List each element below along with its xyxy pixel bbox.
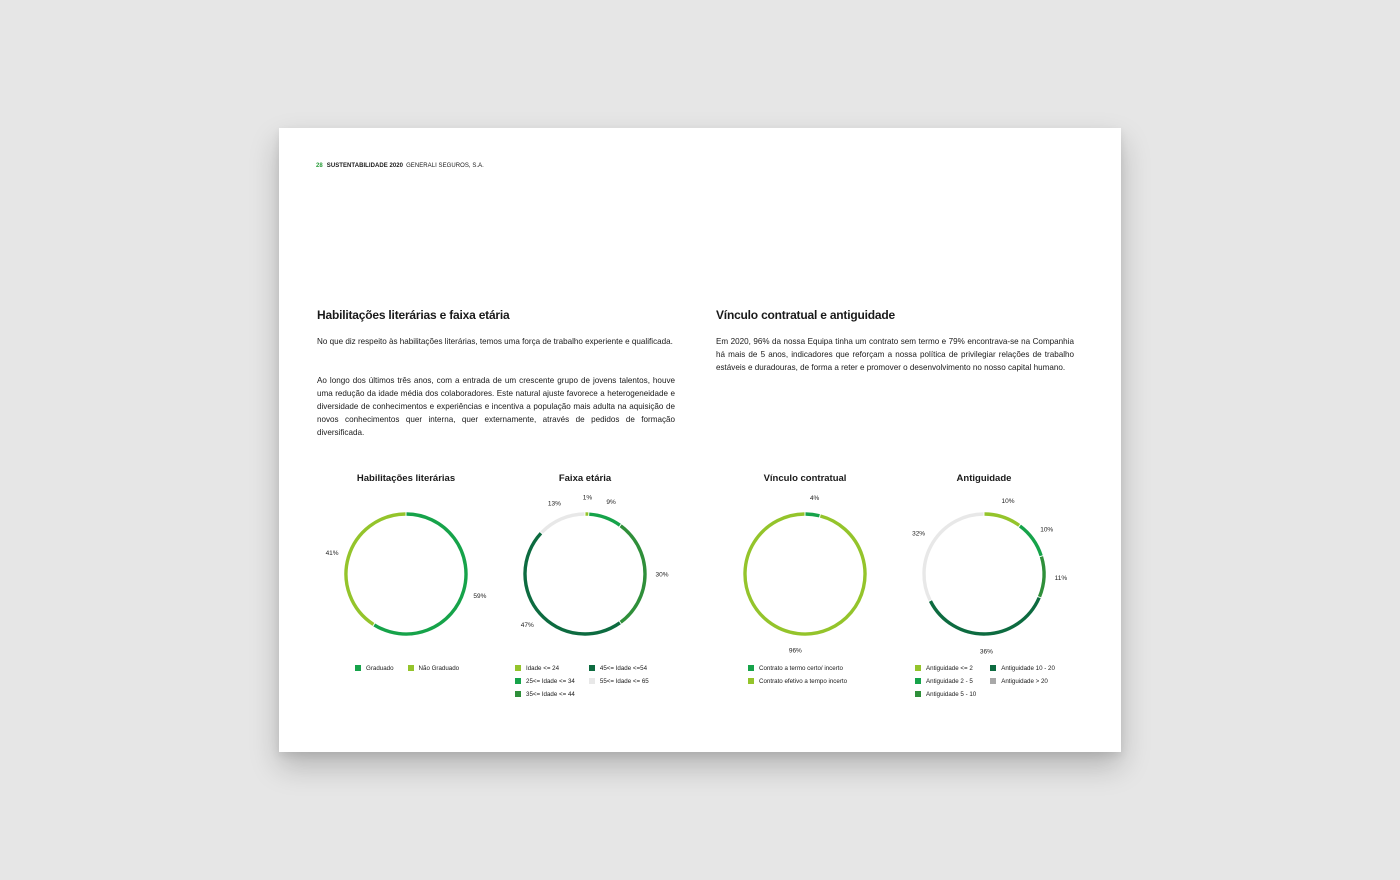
publication-title: SUSTENTABILIDADE 2020 xyxy=(326,163,404,169)
legend-item-antiguidade-2-5 xyxy=(915,677,976,685)
slice-label-antiguidade-2: 10% xyxy=(1001,498,1015,506)
slice-label-nao-graduado: 41% xyxy=(325,549,339,557)
legend-label: Contrato a termo certo/ incerto xyxy=(759,664,843,672)
slice-label-idade-24: 1% xyxy=(582,494,593,502)
donut-slice-antiguidade-2 xyxy=(984,514,1019,525)
legend-swatch xyxy=(355,665,361,671)
legend-item-45-idade-54 xyxy=(589,664,649,672)
legend-label: Antiguidade 10 - 20 xyxy=(1001,664,1055,672)
legend-item-55-idade-65 xyxy=(589,677,649,685)
legend-label: Não Graduado xyxy=(418,664,460,672)
legend-swatch xyxy=(915,665,921,671)
age-donut-chart xyxy=(520,494,669,634)
slice-label-antiguidade-20: 32% xyxy=(912,530,926,538)
legend-item-contrato-efetivo-a-tempo-incerto xyxy=(748,677,847,685)
legend-label: Antiguidade <= 2 xyxy=(926,664,973,672)
contract-legend xyxy=(748,664,847,685)
legend-item-nao-graduado xyxy=(408,664,460,672)
legend-item-antiguidade-5-10 xyxy=(915,690,976,698)
donut-slice-contrato-a-termo-certo-incerto xyxy=(805,514,819,516)
legend-swatch xyxy=(990,678,996,684)
slice-label-antiguidade-10-20: 36% xyxy=(979,648,993,656)
legend-swatch xyxy=(748,665,754,671)
section-left-paragraph-2: Ao longo dos últimos três anos, com a entrada de um crescente grupo de jovens talentos, houve uma redução da idade média dos colaboradores. Este natural ajuste favorece a heterogeneidade e diversidade de conhecimentos e experiências e incentiva a população mais adulta na aquisição de novos conhecimentos quer interna, quer externamente, através de pedidos de formação diversificada. xyxy=(317,376,675,437)
section-title-education-age: Habilitações literárias e faixa etária xyxy=(317,308,510,322)
donut-slice-antiguidade-20 xyxy=(924,514,984,600)
seniority-legend xyxy=(915,664,1055,698)
legend-item-antiguidade-10-20 xyxy=(990,664,1055,672)
donut-slice-25-idade-34 xyxy=(589,514,620,525)
donut-slice-graduado xyxy=(374,514,466,634)
slice-label-55-idade-65: 13% xyxy=(547,500,561,508)
report-page xyxy=(279,128,1121,752)
chart-title-education: Habilitações literárias xyxy=(356,473,456,484)
donut-slice-nao-graduado xyxy=(346,514,406,624)
slice-label-contrato-a-termo-certo-incerto: 4% xyxy=(809,494,820,502)
legend-item-idade-24 xyxy=(515,664,575,672)
legend-swatch xyxy=(408,665,414,671)
slice-label-antiguidade-5-10: 11% xyxy=(1054,574,1068,582)
legend-label: 25<= Idade <= 34 xyxy=(526,677,575,685)
legend-swatch xyxy=(515,678,521,684)
legend-label: Contrato efetivo a tempo incerto xyxy=(759,677,848,685)
legend-swatch xyxy=(589,678,595,684)
donut-slice-55-idade-65 xyxy=(542,514,585,533)
donut-slice-contrato-efetivo-a-tempo-incerto xyxy=(745,514,865,634)
legend-label: Antiguidade 2 - 5 xyxy=(926,677,973,685)
running-header xyxy=(316,163,484,169)
legend-item-antiguidade-2 xyxy=(915,664,976,672)
education-donut-chart xyxy=(325,514,487,634)
legend-item-25-idade-34 xyxy=(515,677,575,685)
seniority-donut-chart xyxy=(912,498,1068,656)
chart-title-contract: Vínculo contratual xyxy=(763,473,847,484)
legend-swatch xyxy=(515,691,521,697)
legend-item-35-idade-44 xyxy=(515,690,575,698)
donut-slice-35-idade-44 xyxy=(621,526,645,623)
contract-donut-chart xyxy=(745,494,865,655)
donut-slice-antiguidade-5-10 xyxy=(1040,557,1044,597)
section-title-contract-seniority: Vínculo contratual e antiguidade xyxy=(716,308,895,322)
chart-title-seniority: Antiguidade xyxy=(956,473,1012,484)
legend-item-graduado xyxy=(355,664,394,672)
legend-label: 45<= Idade <=54 xyxy=(599,664,648,672)
section-right-paragraph-1: Em 2020, 96% da nossa Equipa tinha um contrato sem termo e 79% encontrava-se na Companhia há mais de 5 anos, indicadores que reforçam a nossa política de privilegiar relações de trabalho estáveis e duradouras, de forma a reter e promover o desenvolvimento no nosso capital humano. xyxy=(716,337,1074,372)
legend-swatch xyxy=(990,665,996,671)
chart-title-age: Faixa etária xyxy=(558,473,612,484)
company-name: GENERALI SEGUROS, S.A. xyxy=(406,163,484,169)
legend-label: Antiguidade > 20 xyxy=(1001,677,1048,685)
section-left-paragraph-1: No que diz respeito às habilitações literárias, temos uma força de trabalho experiente e qualificada. xyxy=(317,337,673,346)
education-legend xyxy=(355,664,459,672)
donut-slice-antiguidade-10-20 xyxy=(930,598,1039,634)
slice-label-45-idade-54: 47% xyxy=(520,622,534,630)
page-number: 28 xyxy=(316,163,323,169)
slice-label-contrato-efetivo-a-tempo-incerto: 96% xyxy=(788,647,802,655)
legend-swatch xyxy=(589,665,595,671)
legend-label: Graduado xyxy=(366,664,394,672)
slice-label-graduado: 59% xyxy=(473,592,487,600)
slice-label-antiguidade-2-5: 10% xyxy=(1040,526,1054,534)
legend-label: 55<= Idade <= 65 xyxy=(599,677,649,685)
legend-label: 35<= Idade <= 44 xyxy=(526,690,575,698)
legend-swatch xyxy=(748,678,754,684)
legend-swatch xyxy=(915,691,921,697)
legend-swatch xyxy=(915,678,921,684)
legend-label: Idade <= 24 xyxy=(526,664,560,672)
legend-item-antiguidade-20 xyxy=(990,677,1055,685)
legend-swatch xyxy=(515,665,521,671)
slice-label-25-idade-34: 9% xyxy=(606,498,616,506)
legend-item-contrato-a-termo-certo-incerto xyxy=(748,664,847,672)
slice-label-35-idade-44: 30% xyxy=(655,571,669,579)
legend-label: Antiguidade 5 - 10 xyxy=(926,690,977,698)
donut-slice-antiguidade-2-5 xyxy=(1020,526,1041,556)
age-legend xyxy=(515,664,649,698)
donut-slice-45-idade-54 xyxy=(525,533,620,634)
